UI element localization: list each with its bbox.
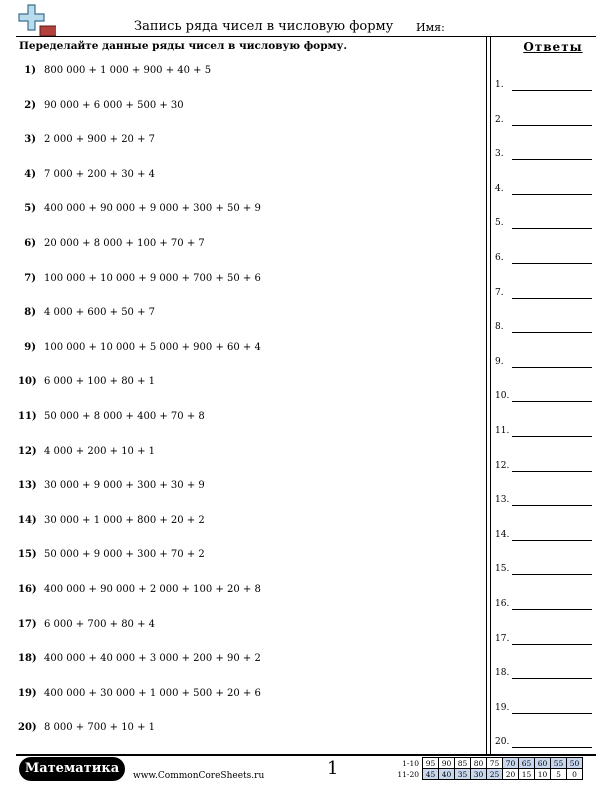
answer-line[interactable]: [512, 228, 592, 229]
answers-title: Ответы: [523, 40, 583, 54]
answer-item: [495, 737, 509, 747]
problem-number: 3): [24, 134, 36, 146]
problem-number: 1): [24, 65, 36, 76]
problem-expression: 400 000 + 90 000 + 9 000 + 300 + 50 + 9: [44, 203, 261, 215]
answer-item: [495, 530, 509, 540]
problem-number: 19): [18, 687, 37, 699]
column-divider-right: [490, 36, 491, 754]
problem-item: [18, 549, 205, 560]
problem-number: 16): [18, 584, 37, 595]
subject-badge: Математика: [19, 757, 125, 781]
answer-label: 14.: [495, 529, 510, 540]
problem-item: [18, 203, 261, 214]
answer-item: [495, 668, 509, 678]
score-cell: 55: [551, 758, 567, 769]
answer-label: 12.: [495, 460, 510, 471]
problem-number: 18): [18, 653, 37, 665]
problem-expression: 7 000 + 200 + 30 + 4: [44, 168, 156, 180]
answer-label: 20.: [495, 737, 510, 748]
footer-divider: [16, 754, 596, 756]
answer-item: [495, 634, 509, 644]
answer-line[interactable]: [512, 540, 592, 541]
answer-line[interactable]: [512, 678, 592, 679]
answer-item: [495, 703, 509, 713]
score-cell: 30: [471, 769, 487, 780]
answer-item: [495, 391, 509, 401]
problem-item: [18, 342, 261, 353]
problem-number: 8): [24, 307, 36, 319]
problem-expression: 100 000 + 10 000 + 5 000 + 900 + 60 + 4: [44, 341, 261, 353]
problem-expression: 8 000 + 700 + 10 + 1: [44, 722, 156, 734]
problem-item: [18, 411, 205, 422]
answer-label: 4.: [495, 183, 504, 194]
problem-expression: 400 000 + 30 000 + 1 000 + 500 + 20 + 6: [44, 687, 261, 699]
problem-item: [18, 515, 205, 526]
header-divider: [16, 36, 596, 37]
problem-item: [18, 134, 155, 145]
answer-line[interactable]: [512, 298, 592, 299]
problem-item: [18, 307, 155, 318]
answer-line[interactable]: [512, 609, 592, 610]
problem-number: 2): [24, 99, 36, 111]
problem-item: [18, 65, 211, 76]
answer-item: [495, 80, 504, 90]
answer-item: [495, 184, 504, 194]
answer-label: 11.: [495, 426, 510, 436]
score-cell: 20: [503, 769, 519, 780]
problem-item: [18, 169, 155, 180]
page-number: 1: [327, 758, 339, 779]
problem-item: [18, 688, 261, 699]
problem-expression: 6 000 + 700 + 80 + 4: [44, 618, 156, 630]
problem-number: 13): [18, 480, 37, 492]
score-cell: 40: [439, 769, 455, 780]
score-row-label: 11-20: [397, 769, 419, 779]
problem-expression: 400 000 + 40 000 + 3 000 + 200 + 90 + 2: [44, 653, 261, 665]
problem-expression: 50 000 + 9 000 + 300 + 70 + 2: [44, 549, 205, 561]
plus-minus-logo-icon: [18, 4, 56, 36]
problem-expression: 100 000 + 10 000 + 9 000 + 700 + 50 + 6: [44, 272, 261, 284]
answer-item: [495, 288, 504, 298]
problem-item: [18, 653, 261, 664]
score-cell: 70: [503, 758, 519, 769]
problem-expression: 4 000 + 600 + 50 + 7: [44, 307, 156, 319]
score-cell: 90: [439, 758, 455, 769]
answer-label: 16.: [495, 599, 510, 609]
answer-line[interactable]: [512, 644, 592, 645]
score-cell: 50: [567, 758, 583, 769]
answer-line[interactable]: [512, 90, 592, 91]
answer-label: 5.: [495, 218, 504, 229]
score-cell: 10: [535, 769, 551, 780]
answer-line[interactable]: [512, 367, 592, 368]
problem-number: 11): [18, 411, 37, 422]
answer-line[interactable]: [512, 125, 592, 126]
answer-item: [495, 115, 504, 125]
problem-expression: 400 000 + 90 000 + 2 000 + 100 + 20 + 8: [44, 584, 261, 595]
answer-item: [495, 218, 504, 228]
answer-line[interactable]: [512, 471, 592, 472]
problem-expression: 30 000 + 1 000 + 800 + 20 + 2: [44, 514, 205, 526]
answer-label: 13.: [495, 495, 510, 506]
problem-expression: 6 000 + 100 + 80 + 1: [44, 376, 156, 388]
answer-label: 8.: [495, 322, 504, 333]
answer-item: [495, 495, 509, 505]
problem-item: [18, 584, 261, 595]
instructions: Переделайте данные ряды чисел в числовую форму.: [19, 40, 348, 52]
name-label: Имя:: [416, 21, 445, 34]
answer-line[interactable]: [512, 574, 592, 575]
score-cell: 0: [567, 769, 583, 780]
answer-label: 6.: [495, 253, 504, 263]
score-row: [396, 769, 583, 780]
problem-expression: 90 000 + 6 000 + 500 + 30: [44, 99, 184, 111]
answer-item: [495, 599, 509, 609]
problem-expression: 50 000 + 8 000 + 400 + 70 + 8: [44, 411, 205, 422]
answer-label: 17.: [495, 633, 510, 644]
answer-label: 15.: [495, 564, 510, 575]
problem-item: [18, 100, 184, 111]
website-link[interactable]: www.CommonCoreSheets.ru: [133, 771, 265, 781]
answer-line[interactable]: [512, 332, 592, 333]
problem-item: [18, 273, 261, 284]
problem-number: 14): [18, 514, 37, 526]
problem-number: 20): [18, 722, 37, 734]
answer-label: 1.: [495, 80, 504, 90]
answer-line[interactable]: [512, 401, 592, 402]
problem-number: 15): [18, 549, 37, 561]
problem-item: [18, 238, 205, 249]
problem-number: 17): [18, 618, 37, 630]
score-cell: 95: [423, 758, 439, 769]
answer-line[interactable]: [512, 263, 592, 264]
answer-label: 7.: [495, 287, 504, 298]
problem-expression: 30 000 + 9 000 + 300 + 30 + 9: [44, 480, 205, 492]
answer-item: [495, 253, 504, 263]
answer-label: 18.: [495, 668, 510, 679]
score-cell: 25: [487, 769, 503, 780]
score-cell: 85: [455, 758, 471, 769]
problem-number: 7): [24, 272, 36, 284]
answer-line[interactable]: [512, 194, 592, 195]
problem-expression: 20 000 + 8 000 + 100 + 70 + 7: [44, 238, 205, 249]
score-cell: 5: [551, 769, 567, 780]
problem-expression: 800 000 + 1 000 + 900 + 40 + 5: [44, 65, 212, 76]
score-cell: 60: [535, 758, 551, 769]
score-cell: 15: [519, 769, 535, 780]
problem-number: 12): [18, 445, 37, 457]
answer-label: 2.: [495, 114, 504, 125]
answer-item: [495, 564, 509, 574]
score-cell: 80: [471, 758, 487, 769]
answer-item: [495, 426, 509, 436]
answer-item: [495, 357, 504, 367]
answer-label: 9.: [495, 356, 504, 367]
answer-item: [495, 322, 504, 332]
problem-item: [18, 480, 205, 491]
score-row-label: 1-10: [402, 758, 419, 768]
problem-item: [18, 619, 155, 630]
answer-label: 19.: [495, 702, 510, 713]
problem-item: [18, 722, 155, 733]
problem-number: 9): [24, 341, 36, 353]
problem-item: [18, 376, 155, 387]
problem-expression: 2 000 + 900 + 20 + 7: [44, 134, 156, 146]
answer-line[interactable]: [512, 713, 592, 714]
answer-label: 3.: [495, 149, 504, 160]
problem-expression: 4 000 + 200 + 10 + 1: [44, 445, 156, 457]
answer-line[interactable]: [512, 747, 592, 748]
score-cell: 45: [423, 769, 439, 780]
problem-item: [18, 446, 155, 457]
problem-number: 6): [24, 238, 36, 249]
problem-number: 5): [24, 203, 36, 215]
problem-number: 4): [24, 168, 36, 180]
worksheet-title: Запись ряда чисел в числовую форму: [134, 19, 394, 34]
answer-label: 10.: [495, 391, 510, 402]
score-cell: 65: [519, 758, 535, 769]
score-cell: 75: [487, 758, 503, 769]
score-row: [396, 758, 583, 769]
answer-item: [495, 149, 504, 159]
score-cell: 35: [455, 769, 471, 780]
problem-number: 10): [18, 376, 37, 388]
answer-line[interactable]: [512, 505, 592, 506]
score-table: [396, 757, 583, 780]
answer-line[interactable]: [512, 436, 592, 437]
column-divider-left: [486, 36, 487, 754]
answer-line[interactable]: [512, 159, 592, 160]
answer-item: [495, 461, 509, 471]
